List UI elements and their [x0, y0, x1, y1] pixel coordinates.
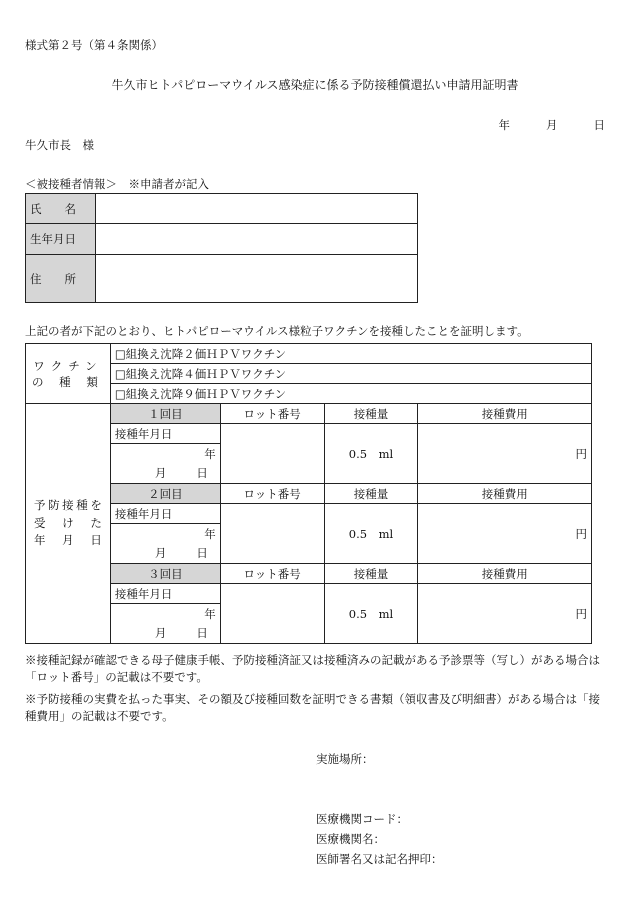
vaccine-type-label-line2: の 種 類 [32, 374, 104, 389]
vaccine-type-label [26, 344, 111, 404]
dose3-amount: 0.5 ml [324, 584, 418, 644]
dose1-year-label[interactable]: 年 [110, 444, 220, 464]
vaccination-date-label-line3: 年 月 日 [34, 533, 102, 548]
date-day-label: 日 [593, 118, 605, 132]
vaccine-option-2valent[interactable]: □組換え沈降２価ＨＰＶワクチン [110, 344, 591, 364]
vaccination-date-label-line2: 受 け た [34, 515, 102, 530]
date-year-label: 年 [498, 118, 510, 132]
name-field[interactable] [96, 194, 418, 224]
vaccine-type-label-line1: ワクチン [33, 358, 103, 373]
dose2-fee-header: 接種費用 [418, 484, 592, 504]
site-label: 実施場所： [316, 752, 374, 766]
patient-section-heading: ＜被接種者情報＞ ※申請者が記入 [25, 177, 209, 191]
document-title: 牛久市ヒトパピローマウイルス感染症に係る予防接種償還払い申請用証明書 [111, 78, 519, 92]
dose2-lot-header: ロット番号 [220, 484, 324, 504]
vaccination-table [25, 343, 592, 644]
medical-name-label: 医療機関名： [316, 832, 385, 846]
address-label: 住 所 [26, 255, 96, 303]
dose1-date-label: 接種年月日 [110, 424, 220, 444]
dose1-amount: 0.5 ml [324, 424, 418, 484]
dose1-amount-header: 接種量 [324, 404, 418, 424]
address-field[interactable] [96, 255, 418, 303]
dose1-lot-header: ロット番号 [220, 404, 324, 424]
dose3-day-label: 日 [196, 626, 208, 641]
dose2-lot-field[interactable] [220, 504, 324, 564]
dose1-month-label: 月 [154, 466, 167, 481]
dose2-yen[interactable]: 円 [418, 504, 592, 564]
dose3-year-label[interactable]: 年 [110, 604, 220, 624]
dose2-day-label: 日 [196, 546, 208, 561]
dose2-month-label: 月 [154, 546, 167, 561]
certification-statement: 上記の者が下記のとおり、ヒトパピローマウイルス様粒子ワクチンを接種したことを証明します。 [25, 324, 529, 338]
dose1-ordinal: １回目 [110, 404, 220, 424]
dose2-date-label: 接種年月日 [110, 504, 220, 524]
vaccination-date-label [26, 404, 111, 644]
dose3-yen[interactable]: 円 [418, 584, 592, 644]
dob-label: 生年月日 [26, 224, 96, 255]
form-number: 様式第２号（第４条関係） [25, 38, 163, 52]
name-label: 氏 名 [26, 194, 96, 224]
dose3-date-label: 接種年月日 [110, 584, 220, 604]
doctor-signature-label: 医師署名又は記名押印： [316, 852, 443, 866]
addressee: 牛久市長 様 [25, 138, 94, 152]
dose3-lot-field[interactable] [220, 584, 324, 644]
note-fee: ※予防接種の実費を払った事実、その額及び接種回数を証明できる書類（領収書及び明細書）がある場合は「接種費用」の記載は不要です。 [25, 692, 600, 724]
dose2-amount-header: 接種量 [324, 484, 418, 504]
dose2-month-day[interactable] [110, 544, 220, 564]
dose1-fee-header: 接種費用 [418, 404, 592, 424]
note-lot-number: ※接種記録が確認できる母子健康手帳、予防接種済証又は接種済みの記載がある予診票等（写し）がある場合は「ロット番号」の記載は不要です。 [25, 653, 600, 685]
dose1-day-label: 日 [196, 466, 208, 481]
dose1-yen[interactable]: 円 [418, 424, 592, 484]
dose2-year-label[interactable]: 年 [110, 524, 220, 544]
medical-code-label: 医療機関コード： [316, 812, 408, 826]
vaccine-option-4valent[interactable]: □組換え沈降４価ＨＰＶワクチン [110, 364, 591, 384]
dose3-month-day[interactable] [110, 624, 220, 644]
dose3-month-label: 月 [154, 626, 167, 641]
dose3-fee-header: 接種費用 [418, 564, 592, 584]
dose1-month-day[interactable] [110, 464, 220, 484]
dose3-lot-header: ロット番号 [220, 564, 324, 584]
vaccination-date-label-line1: 予防接種を [34, 497, 102, 512]
dose3-ordinal: ３回目 [110, 564, 220, 584]
date-month-label: 月 [546, 118, 558, 132]
dose2-amount: 0.5 ml [324, 504, 418, 564]
issue-date [479, 118, 606, 132]
patient-info-table [25, 193, 418, 303]
dose3-amount-header: 接種量 [324, 564, 418, 584]
dob-field[interactable] [96, 224, 418, 255]
vaccine-option-9valent[interactable]: □組換え沈降９価ＨＰＶワクチン [110, 384, 591, 404]
dose1-lot-field[interactable] [220, 424, 324, 484]
dose2-ordinal: ２回目 [110, 484, 220, 504]
